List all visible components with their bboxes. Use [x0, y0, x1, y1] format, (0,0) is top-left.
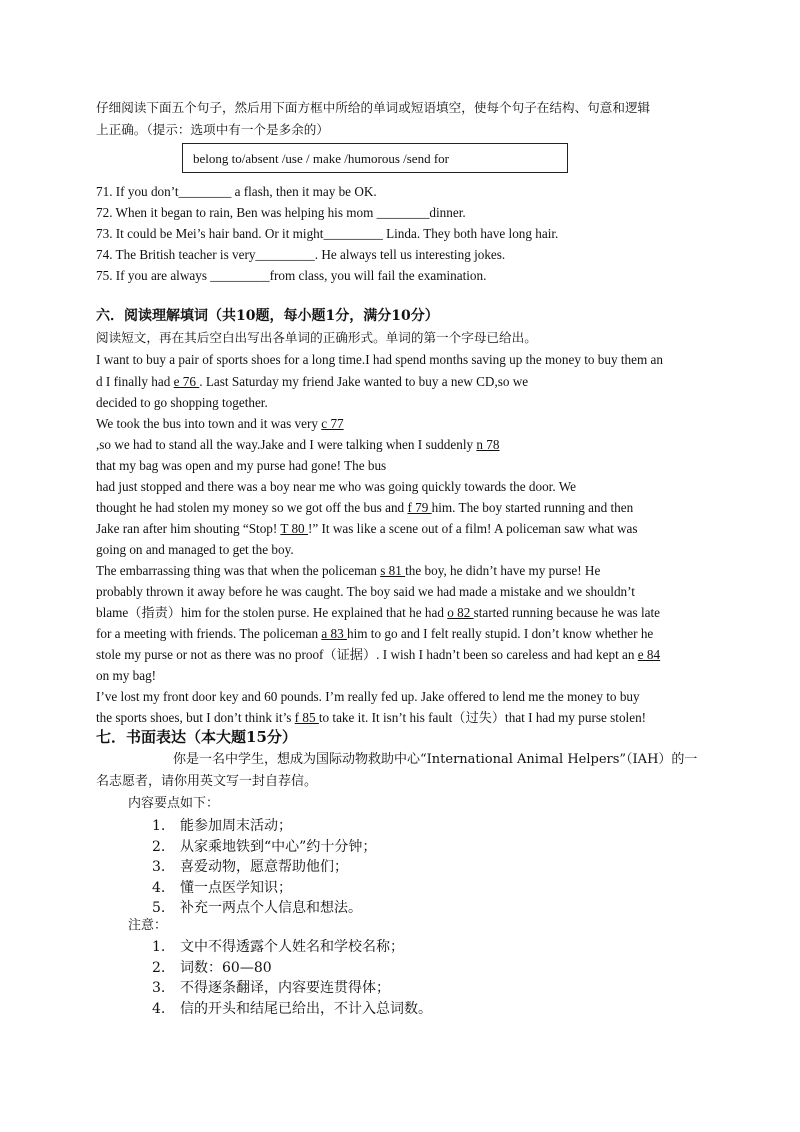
passage-text: stole my purse or not as there was no proof（证据）. I wish I hadn’t been so careless and had kept an [96, 647, 638, 662]
section-7-intro-2: 名志愿者，请你用英文写一封自荐信。 [96, 774, 318, 789]
content-point [152, 898, 362, 918]
question-73: 73. It could be Mei’s hair band. Or it might_________ Linda. They both have long hair. [96, 226, 559, 241]
passage-text: to take it. It isn’t his fault（过失）that I had my purse stolen! [318, 710, 647, 725]
section-6-heading: 六．阅读理解填词（共10题，每小题1分，满分10分） [96, 308, 439, 324]
passage-line [96, 667, 156, 685]
passage-text: him to go and I felt really stupid. I don’t know whether he [346, 626, 654, 641]
answer-blank: e 84 [637, 647, 661, 662]
passage-text: the boy, he didn’t have my purse! He [405, 563, 601, 578]
list-text: 从家乘地铁到“中心”约十分钟； [180, 838, 377, 855]
passage-text: !” It was like a scene out of a film! A policeman saw what was [307, 521, 638, 536]
list-text: 懂一点医学知识； [180, 879, 292, 896]
passage-line [96, 499, 633, 517]
passage-text: that my bag was open and my purse had gone! The bus [96, 458, 387, 473]
passage-text: I want to buy a pair of sports shoes for a long time.I had spend months saving up the money to buy them an [96, 352, 663, 367]
answer-blank: n 78 [476, 437, 500, 452]
passage-text: the sports shoes, but I don’t think it’s [96, 710, 295, 725]
list-number: 2. [152, 959, 166, 976]
passage-text: on my bag! [96, 668, 157, 683]
passage-text: . Last Saturday my friend Jake wanted to buy a new CD,so we [199, 374, 529, 389]
answer-blank: s 81 [380, 563, 406, 578]
word-box [182, 143, 568, 173]
list-text: 词数：60—80 [180, 959, 272, 976]
section-6-instruction: 阅读短文，再在其后空白出写出各单词的正确形式。单词的第一个字母已给出。 [96, 330, 537, 345]
list-text: 信的开头和结尾已给出，不计入总词数。 [180, 1000, 432, 1017]
passage-text: ,so we had to stand all the way.Jake and I were talking when I suddenly [96, 437, 477, 452]
list-number: 2. [152, 838, 166, 855]
passage-text: probably thrown it away before he was caught. The boy said we had made a mistake and we shouldn’t [96, 584, 635, 599]
question-75: 75. If you are always _________from class, you will fail the examination. [96, 268, 487, 283]
list-number: 4. [152, 879, 166, 896]
note-item [152, 958, 272, 978]
passage-line [96, 604, 660, 622]
content-point [152, 857, 348, 877]
passage-line [96, 415, 344, 433]
passage-line [96, 394, 268, 412]
list-text: 不得逐条翻译，内容要连贯得体； [180, 980, 390, 996]
passage-text: Jake ran after him shouting “Stop! [96, 521, 281, 536]
points-label: 内容要点如下： [128, 796, 220, 811]
list-text: 能参加周末活动； [180, 818, 292, 834]
question-71: 71. If you don’t________ a flash, then it may be OK. [96, 184, 377, 199]
passage-line [96, 541, 294, 559]
instruction-line-2: 上正确。（提示：选项中有一个是多余的） [96, 122, 329, 137]
answer-blank: c 77 [321, 416, 344, 431]
section-7-intro-1: 你是一名中学生，想成为国际动物救助中心“International Animal Helpers”（IAH）的一 [173, 752, 698, 767]
list-number: 3. [152, 980, 166, 996]
section-7-heading: 七．书面表达（本大题15分） [96, 728, 297, 746]
passage-line [96, 625, 653, 643]
passage-line [96, 457, 386, 475]
word-box-text: belong to/absent /use / make /humorous /send for [193, 151, 449, 166]
passage-text: started running because he was late [473, 605, 660, 620]
note-item [152, 937, 404, 957]
passage-line [96, 351, 663, 369]
answer-blank: o 82 [447, 605, 474, 620]
passage-line [96, 688, 640, 706]
answer-blank: T 80 [280, 521, 308, 536]
passage-line [96, 562, 600, 580]
answer-blank: f 79 [407, 500, 432, 515]
list-text: 文中不得透露个人姓名和学校名称； [180, 939, 404, 955]
list-number: 3. [152, 859, 166, 875]
passage-line [96, 520, 638, 538]
passage-text: going on and managed to get the boy. [96, 542, 294, 557]
list-text: 喜爱动物，愿意帮助他们； [180, 859, 348, 875]
passage-line [96, 709, 646, 727]
passage-text: decided to go shopping together. [96, 395, 268, 410]
passage-line [96, 478, 576, 496]
answer-blank: e 76 [173, 374, 200, 389]
passage-text: We took the bus into town and it was very [96, 416, 322, 431]
passage-line [96, 646, 660, 664]
answer-blank: f 85 [294, 710, 319, 725]
list-text: 补充一两点个人信息和想法。 [180, 900, 362, 916]
passage-text: him. The boy started running and then [431, 500, 634, 515]
passage-text: had just stopped and there was a boy near me who was going quickly towards the door. We [96, 479, 576, 494]
list-number: 5. [152, 900, 166, 916]
note-item [152, 999, 432, 1019]
passage-text: I’ve lost my front door key and 60 pounds. I’m really fed up. Jake offered to lend me the money to buy [96, 689, 640, 704]
passage-text: thought he had stolen my money so we got off the bus and [96, 500, 408, 515]
question-72: 72. When it began to rain, Ben was helping his mom ________dinner. [96, 205, 466, 220]
answer-blank: a 83 [321, 626, 347, 641]
passage-text: d I finally had [96, 374, 174, 389]
passage-text: for a meeting with friends. The policeman [96, 626, 322, 641]
instruction-line-1: 仔细阅读下面五个句子，然后用下面方框中所给的单词或短语填空，使每个句子在结构、句意和逻辑 [96, 100, 651, 115]
passage-line [96, 583, 635, 601]
passage-line [96, 436, 499, 454]
content-point [152, 816, 292, 836]
content-point [152, 878, 292, 898]
passage-text: The embarrassing thing was that when the policeman [96, 563, 381, 578]
passage-line [96, 373, 528, 391]
list-number: 4. [152, 1000, 166, 1017]
passage-text: blame（指责）him for the stolen purse. He explained that he had [96, 605, 448, 620]
list-number: 1. [152, 818, 166, 834]
note-item [152, 978, 390, 998]
list-number: 1. [152, 939, 166, 955]
question-74: 74. The British teacher is very_________. He always tell us interesting jokes. [96, 247, 506, 262]
notes-label: 注意： [128, 918, 168, 933]
content-point [152, 837, 376, 857]
